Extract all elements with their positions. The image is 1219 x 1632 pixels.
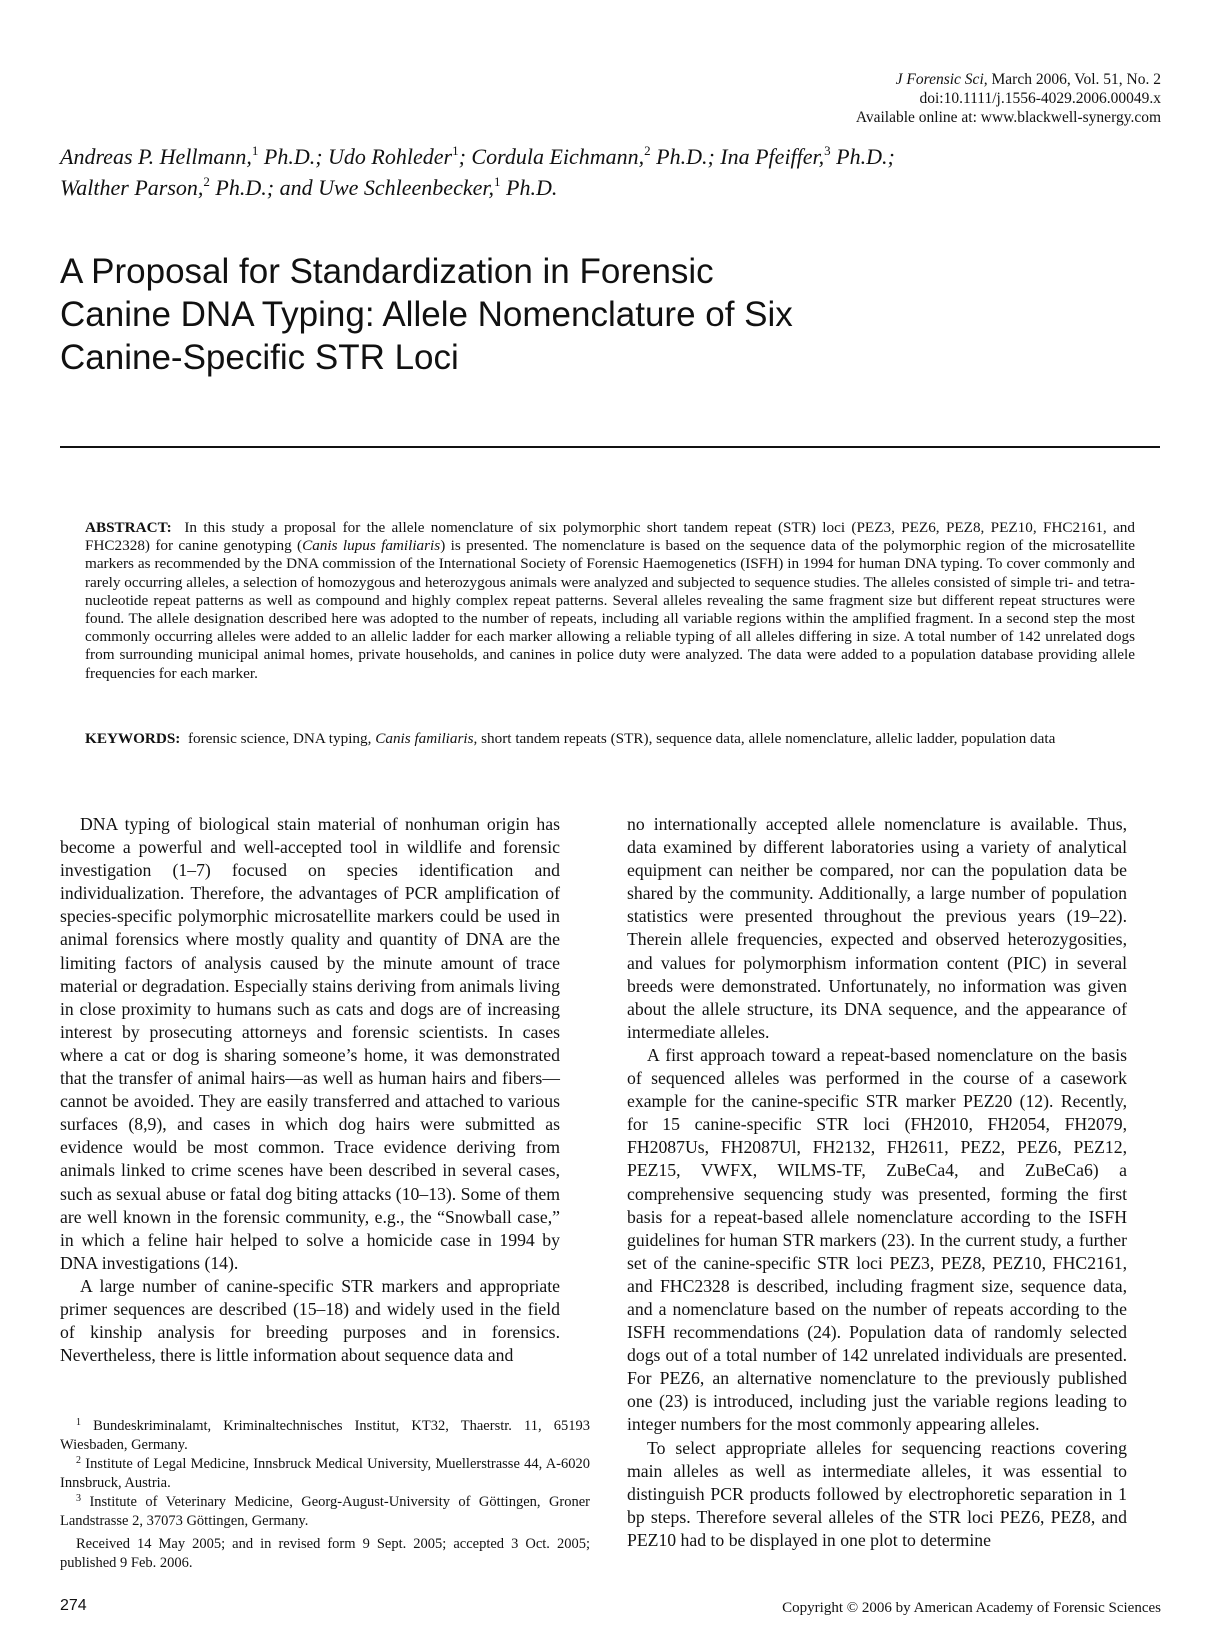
keywords-text: forensic science, DNA typing,: [187, 730, 376, 747]
copyright: Copyright © 2006 by American Academy of Forensic Sciences: [782, 1600, 1161, 1616]
page-number: 274: [60, 1597, 87, 1614]
author-list: [60, 141, 1160, 203]
journal-header: [856, 70, 1161, 127]
body-column-left: [60, 813, 560, 1367]
author: and Uwe Schleenbecker,$^1$ Ph.D.: [274, 174, 558, 200]
received-dates: Received 14 May 2005; and in revised form 9 Sept. 2005; accepted 3 Oct. 2005; published 9 Feb. 2006.: [60, 1536, 590, 1571]
journal-issue: March 2006, Vol. 51, No. 2: [987, 71, 1161, 88]
article-title: [60, 250, 1110, 379]
abstract-text: In this study a proposal for the allele nomenclature of six polymorphic short tandem repeat (STR) loci (PEZ3, PEZ6, PEZ8, PEZ10, FHC2161, and FHC2328) for canine genotyping (: [85, 519, 1135, 555]
abstract: [85, 519, 1135, 683]
affiliation-footnote: $^2$ Institute of Legal Medicine, Innsbruck Medical University, Muellerstrasse 44, A-6020 Innsbruck, Austria.: [60, 1455, 590, 1491]
abstract-text: ) is presented. The nomenclature is based on the sequence data of the polymorphic region of the microsatellite markers as recommended by the DNA commission of the International Society of Forensic Haemogenetics (ISFH) in 1994 for human DNA typing. To cover commonly and rarely occurring alleles, a selection of homozygous and heterozygous animals were analyzed and subjected to sequence studies. The alleles consisted of simple tri- and tetra-nucleotide repeat patterns as well as compound and highly complex repeat patterns. Several alleles revealing the same fragment size but different repeat structures were found. The allele designation described here was adopted to the number of repeats, including all variable regions within the amplified fragment. In a second step the most commonly occurring alleles were added to an allelic ladder for each marker allowing a reliable typing of all alleles differing in size. A total number of 142 unrelated dogs from surrounding municipal animal homes, private households, and canines in police duty were analyzed. The data were added to a population database providing allele frequencies for each marker.: [85, 537, 1136, 682]
footnotes: [60, 1417, 590, 1573]
affiliation-footnote: $^3$ Institute of Veterinary Medicine, Georg-August-University of Göttingen, Groner Landstrasse 2, 37073 Göttingen, Germany.: [60, 1493, 591, 1529]
keywords: [85, 730, 1135, 748]
keywords-text: , short tandem repeats (STR), sequence data, allele nomenclature, allelic ladder, population data: [473, 730, 1056, 747]
title-line: A Proposal for Standardization in Forensic: [60, 252, 714, 291]
keywords-label: KEYWORDS:: [85, 730, 181, 747]
affiliation-footnote: $^1$ Bundeskriminalamt, Kriminaltechnisches Institut, KT32, Thaerstr. 11, 65193 Wiesbaden, Germany.: [60, 1417, 590, 1453]
abstract-species: Canis lupus familiaris: [302, 537, 441, 555]
journal-citation: [856, 70, 1161, 89]
author: Udo Rohleder$^1$;: [322, 143, 466, 169]
title-line: Canine-Specific STR Loci: [60, 338, 459, 377]
body-paragraph: A first approach toward a repeat-based nomenclature on the basis of sequenced alleles was performed in the course of a casework example for the canine-specific STR marker PEZ20 (12). Recently, for 15 canine-specific STR loci (FH2010, FH2054, FH2079, FH2087Us, FH2087Ul, FH2132, FH2611, PEZ2, PEZ6, PEZ12, PEZ15, VWFX, WILMS-TF, ZuBeCa4, and ZuBeCa6) a comprehensive sequencing study was presented, forming the first basis for a repeat-based allele nomenclature according to the ISFH guidelines for human STR markers (23). In the current study, a further set of the canine-specific STR loci PEZ3, PEZ8, PEZ10, FHC2161, and FHC2328 is described, including fragment size, sequence data, and a nomenclature based on the number of repeats according to the ISFH recommendations (24). Population data of randomly selected dogs out of a total number of 142 unrelated individuals are presented. For PEZ6, an alternative nomenclature to the previously published one (23) is introduced, including just the variable regions leading to integer numbers for the most commonly appearing alleles.: [627, 1044, 1127, 1435]
title-line: Canine DNA Typing: Allele Nomenclature of Six: [60, 295, 793, 334]
body-paragraph: DNA typing of biological stain material of nonhuman origin has become a powerful and well-accepted tool in wildlife and forensic investigation (1–7) focused on species identification and individualization. Therefore, the advantages of PCR amplification of species-specific polymorphic microsatellite markers could be used in animal forensics where mostly quality and quantity of DNA are the limiting factors of analysis caused by the minute amount of trace material or degradation. Especially stains deriving from animals living in close proximity to humans such as cats and dogs are of increasing interest by prosecuting attorneys and forensic scientists. In cases where a cat or dog is sharing someone’s home, it was demonstrated that the transfer of animal hairs—as well as human hairs and fibers—cannot be avoided. They are easily transferred and attached to various surfaces (8,9), and cases in which dog hairs were submitted as evidence would be most common. Trace evidence deriving from animals linked to crime scenes have been described in several cases, such as sexual abuse or fatal dog biting attacks (10–13). Some of them are well known in the forensic community, e.g., the “Snowball case,” in which a feline hair helped to solve a homicide case in 1994 by DNA investigations (14).: [60, 814, 560, 1273]
body-column-right: [627, 813, 1127, 1552]
author: Ina Pfeiffer,$^3$ Ph.D.;: [714, 143, 895, 169]
body-paragraph: no internationally accepted allele nomenclature is available. Thus, data examined by different laboratories using a variety of analytical equipment can neither be compared, nor can the population data be shared by the community. Additionally, a large number of population statistics were presented throughout the previous years (19–22). Therein allele frequencies, expected and observed heterozygosities, and values for polymorphism information content (PIC) in several breeds were demonstrated. Unfortunately, no information was given about the allele structure, its DNA sequence, and the appearance of intermediate alleles.: [627, 814, 1127, 1042]
body-paragraph: To select appropriate alleles for sequencing reactions covering main alleles as well as intermediate alleles, it was essential to distinguish PCR products followed by electrophoretic separation in 1 bp steps. Therefore several alleles of the STR loci PEZ6, PEZ8, and PEZ10 had to be displayed in one plot to determine: [627, 1437, 1127, 1550]
online-availability: Available online at: www.blackwell-synergy.com: [855, 109, 1161, 126]
author: Walther Parson,$^2$ Ph.D.;: [60, 174, 275, 200]
body-paragraph: A large number of canine-specific STR markers and appropriate primer sequences are described (15–18) and widely used in the field of kinship analysis for breeding purposes and in forensics. Nevertheless, there is little information about sequence data and: [60, 1275, 560, 1366]
author: Cordula Eichmann,$^2$ Ph.D.;: [465, 143, 715, 169]
abstract-label: ABSTRACT:: [85, 519, 172, 536]
title-divider: [60, 446, 1160, 448]
journal-name: J Forensic Sci,: [895, 71, 988, 88]
keywords-species: Canis familiaris: [375, 730, 474, 747]
author: Andreas P. Hellmann,$^1$ Ph.D.;: [60, 143, 323, 169]
doi: doi:10.1111/j.1556-4029.2006.00049.x: [919, 90, 1161, 107]
